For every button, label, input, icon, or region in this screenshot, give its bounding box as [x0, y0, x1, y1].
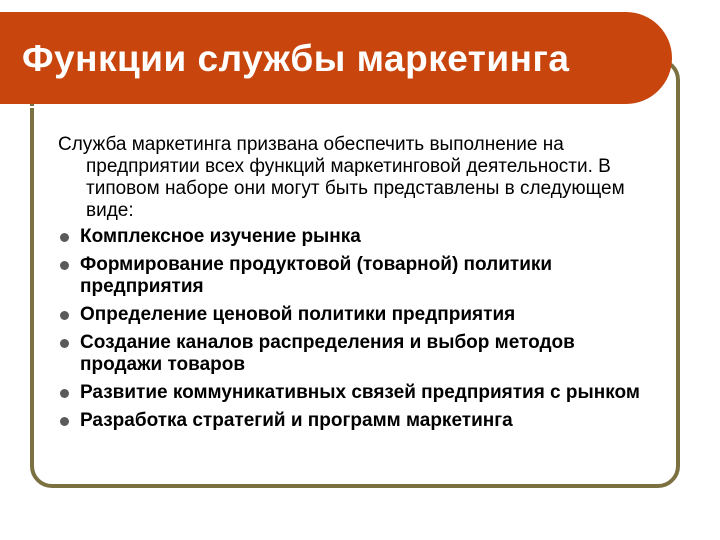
- bullet-text: Комплексное изучение рынка: [80, 226, 361, 247]
- title-underline: [0, 106, 636, 108]
- bullet-text: Развитие коммуникативных связей предприятия с рынком: [80, 382, 640, 403]
- bullet-icon: [60, 389, 69, 398]
- bullet-list: [58, 226, 658, 432]
- bullet-icon: [60, 233, 69, 242]
- bullet-item: [58, 254, 658, 298]
- bullet-text: Создание каналов распределения и выбор методов продажи товаров: [80, 332, 575, 375]
- intro-paragraph: Служба маркетинга призвана обеспечить выполнение на предприятии всех функций маркетинговой деятельности. В типовом наборе они могут быть представлены в следующем виде:: [58, 134, 625, 221]
- bullet-icon: [60, 311, 69, 320]
- bullet-text: Определение ценовой политики предприятия: [80, 304, 516, 325]
- bullet-icon: [60, 417, 69, 426]
- bullet-item: [58, 332, 658, 376]
- bullet-icon: [60, 261, 69, 270]
- bullet-icon: [60, 339, 69, 348]
- slide-content: [58, 134, 658, 438]
- bullet-text: Формирование продуктовой (товарной) политики предприятия: [80, 254, 553, 297]
- slide-title: Функции службы маркетинга: [22, 38, 570, 79]
- bullet-item: [58, 382, 658, 404]
- bullet-item: [58, 410, 658, 432]
- bullet-text: Разработка стратегий и программ маркетинга: [80, 410, 513, 431]
- bullet-item: [58, 304, 658, 326]
- bullet-item: [58, 226, 658, 248]
- title-bar: [0, 12, 672, 104]
